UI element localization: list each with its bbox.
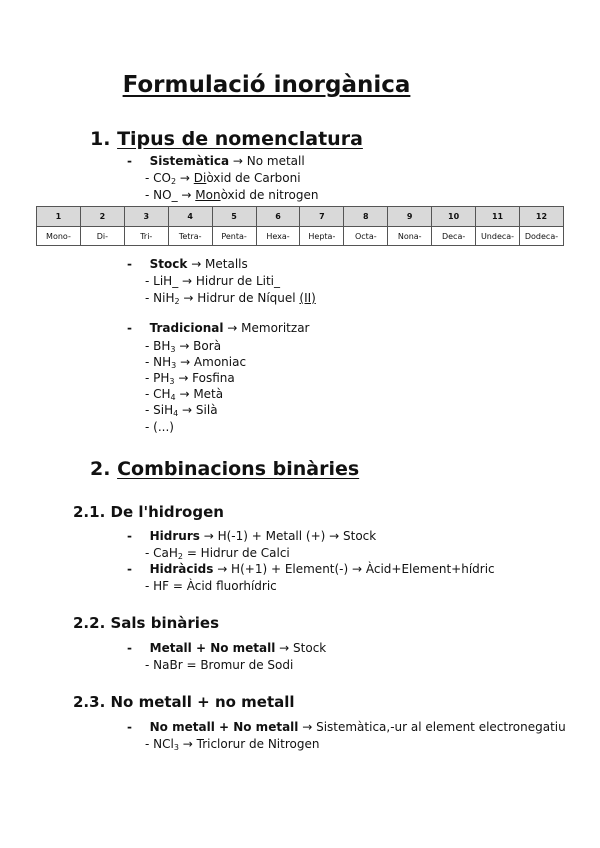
formula: - BH — [145, 339, 171, 353]
table-cell: 11 — [476, 207, 520, 227]
subsection-2-2-heading: 2.2. Sals binàries — [73, 614, 220, 632]
sals-desc: → Stock — [275, 641, 327, 655]
table-cell: Tetra- — [168, 227, 212, 246]
tradicional-item — [127, 320, 309, 336]
table-cell: 9 — [388, 207, 432, 227]
arrow: → — [176, 171, 194, 185]
table-cell: Nona- — [388, 227, 432, 246]
sals-binaries-item — [127, 640, 326, 656]
subscript: 3 — [170, 345, 176, 354]
stock-label: Stock — [149, 257, 188, 271]
table-cell: Hexa- — [256, 227, 300, 246]
name: → Metà — [175, 387, 224, 401]
table-cell: Undeca- — [476, 227, 520, 246]
bullet: - — [127, 641, 132, 655]
prefix-table-numbers-row — [37, 207, 564, 227]
stock-example-1: - LiH_ → Hidrur de Liti_ — [145, 274, 281, 288]
name: → Triclorur de Nitrogen — [178, 737, 320, 751]
table-cell: Penta- — [212, 227, 256, 246]
sistematica-item — [127, 153, 305, 169]
section-1-title: Tipus de nomenclatura — [117, 128, 363, 150]
formula: - PH — [145, 371, 170, 385]
table-cell: 12 — [519, 207, 563, 227]
table-cell: Dodeca- — [519, 227, 563, 246]
tradicional-desc: → Memoritzar — [227, 321, 310, 335]
name: = Hidrur de Calci — [183, 546, 290, 560]
hidrurs-desc: → H(-1) + Metall (+) → Stock — [199, 529, 377, 543]
name: → Borà — [175, 339, 222, 353]
name: → Hidrur de Níquel — [179, 291, 300, 305]
stock-desc: → Metalls — [191, 257, 248, 271]
table-cell: Mono- — [37, 227, 81, 246]
prefix-underlined: Mon — [195, 188, 221, 202]
subscript: 2 — [174, 297, 180, 306]
hidrurs-label: Hidrurs — [149, 529, 200, 543]
bullet: - — [127, 321, 132, 335]
hidracids-item — [127, 561, 495, 577]
table-cell: 7 — [300, 207, 344, 227]
subscript: 2 — [170, 177, 177, 186]
table-cell: 5 — [212, 207, 256, 227]
sistematica-example-2 — [145, 187, 318, 203]
subscript: 3 — [169, 377, 175, 386]
sistematica-desc: → No metall — [232, 154, 305, 168]
prefix-table-prefixes-row — [37, 227, 564, 246]
formula: - SiH — [145, 403, 174, 417]
prefix-table — [36, 206, 564, 246]
section-2-title: Combinacions binàries — [117, 458, 360, 480]
table-cell: 10 — [432, 207, 476, 227]
section-1-heading — [90, 128, 363, 150]
table-cell: 2 — [80, 207, 124, 227]
table-cell: Octa- — [344, 227, 388, 246]
page-title: Formulació inorgànica — [122, 72, 411, 98]
bullet: - — [127, 562, 132, 576]
no-metall-desc: → Sistemàtica,-ur al element electronegatiu — [298, 720, 566, 734]
table-cell: 8 — [344, 207, 388, 227]
tradicional-label: Tradicional — [149, 321, 224, 335]
table-cell: 1 — [37, 207, 81, 227]
subscript: 2 — [177, 552, 183, 561]
prefix-underlined: Di — [193, 171, 207, 185]
stock-example-2 — [145, 290, 316, 310]
bullet: - — [127, 154, 132, 168]
subsection-2-1-heading: 2.1. De l'hidrogen — [73, 503, 224, 521]
bullet: - — [127, 720, 132, 734]
no-metall-label: No metall + No metall — [149, 720, 299, 734]
formula: - NiH — [145, 291, 175, 305]
formula: - CO — [145, 171, 171, 185]
sals-example: - NaBr = Bromur de Sodi — [145, 658, 294, 672]
subscript: 4 — [173, 409, 179, 418]
subscript: 3 — [173, 743, 179, 752]
name: òxid de nitrogen — [220, 188, 319, 202]
sals-label: Metall + No metall — [149, 641, 276, 655]
hidracids-example: - HF = Àcid fluorhídric — [145, 579, 277, 593]
table-cell: Hepta- — [300, 227, 344, 246]
formula: - CaH — [145, 546, 178, 560]
name: → Silà — [178, 403, 218, 417]
hidracids-desc: → H(+1) + Element(-) → Àcid+Element+hídric — [213, 562, 495, 576]
hidrurs-item — [127, 528, 376, 544]
table-cell: 4 — [168, 207, 212, 227]
oxidation-number: (II) — [299, 291, 316, 305]
table-cell: Deca- — [432, 227, 476, 246]
table-cell: Di- — [80, 227, 124, 246]
subsection-2-3-heading: 2.3. No metall + no metall — [73, 693, 295, 711]
hidracids-label: Hidràcids — [149, 562, 214, 576]
stock-item — [127, 256, 248, 272]
section-1-number: 1. — [90, 128, 111, 150]
table-cell: 6 — [256, 207, 300, 227]
name: òxid de Carboni — [206, 171, 301, 185]
subscript: 4 — [170, 393, 176, 402]
formula: - NH — [145, 355, 172, 369]
bullet: - — [127, 529, 132, 543]
no-metall-example — [145, 736, 319, 756]
table-cell: Tri- — [124, 227, 168, 246]
formula: - CH — [145, 387, 171, 401]
bullet: - — [127, 257, 132, 271]
name: → Fosfina — [174, 371, 235, 385]
table-cell: 3 — [124, 207, 168, 227]
section-2-number: 2. — [90, 458, 111, 480]
sistematica-label: Sistemàtica — [149, 154, 230, 168]
name: → Amoniac — [176, 355, 247, 369]
subscript: 3 — [171, 361, 177, 370]
formula: - NCl — [145, 737, 174, 751]
section-2-heading — [90, 458, 359, 480]
tradicional-ellipsis: - (...) — [145, 420, 174, 434]
formula: - NO_ → — [145, 188, 196, 202]
no-metall-item — [127, 719, 566, 735]
